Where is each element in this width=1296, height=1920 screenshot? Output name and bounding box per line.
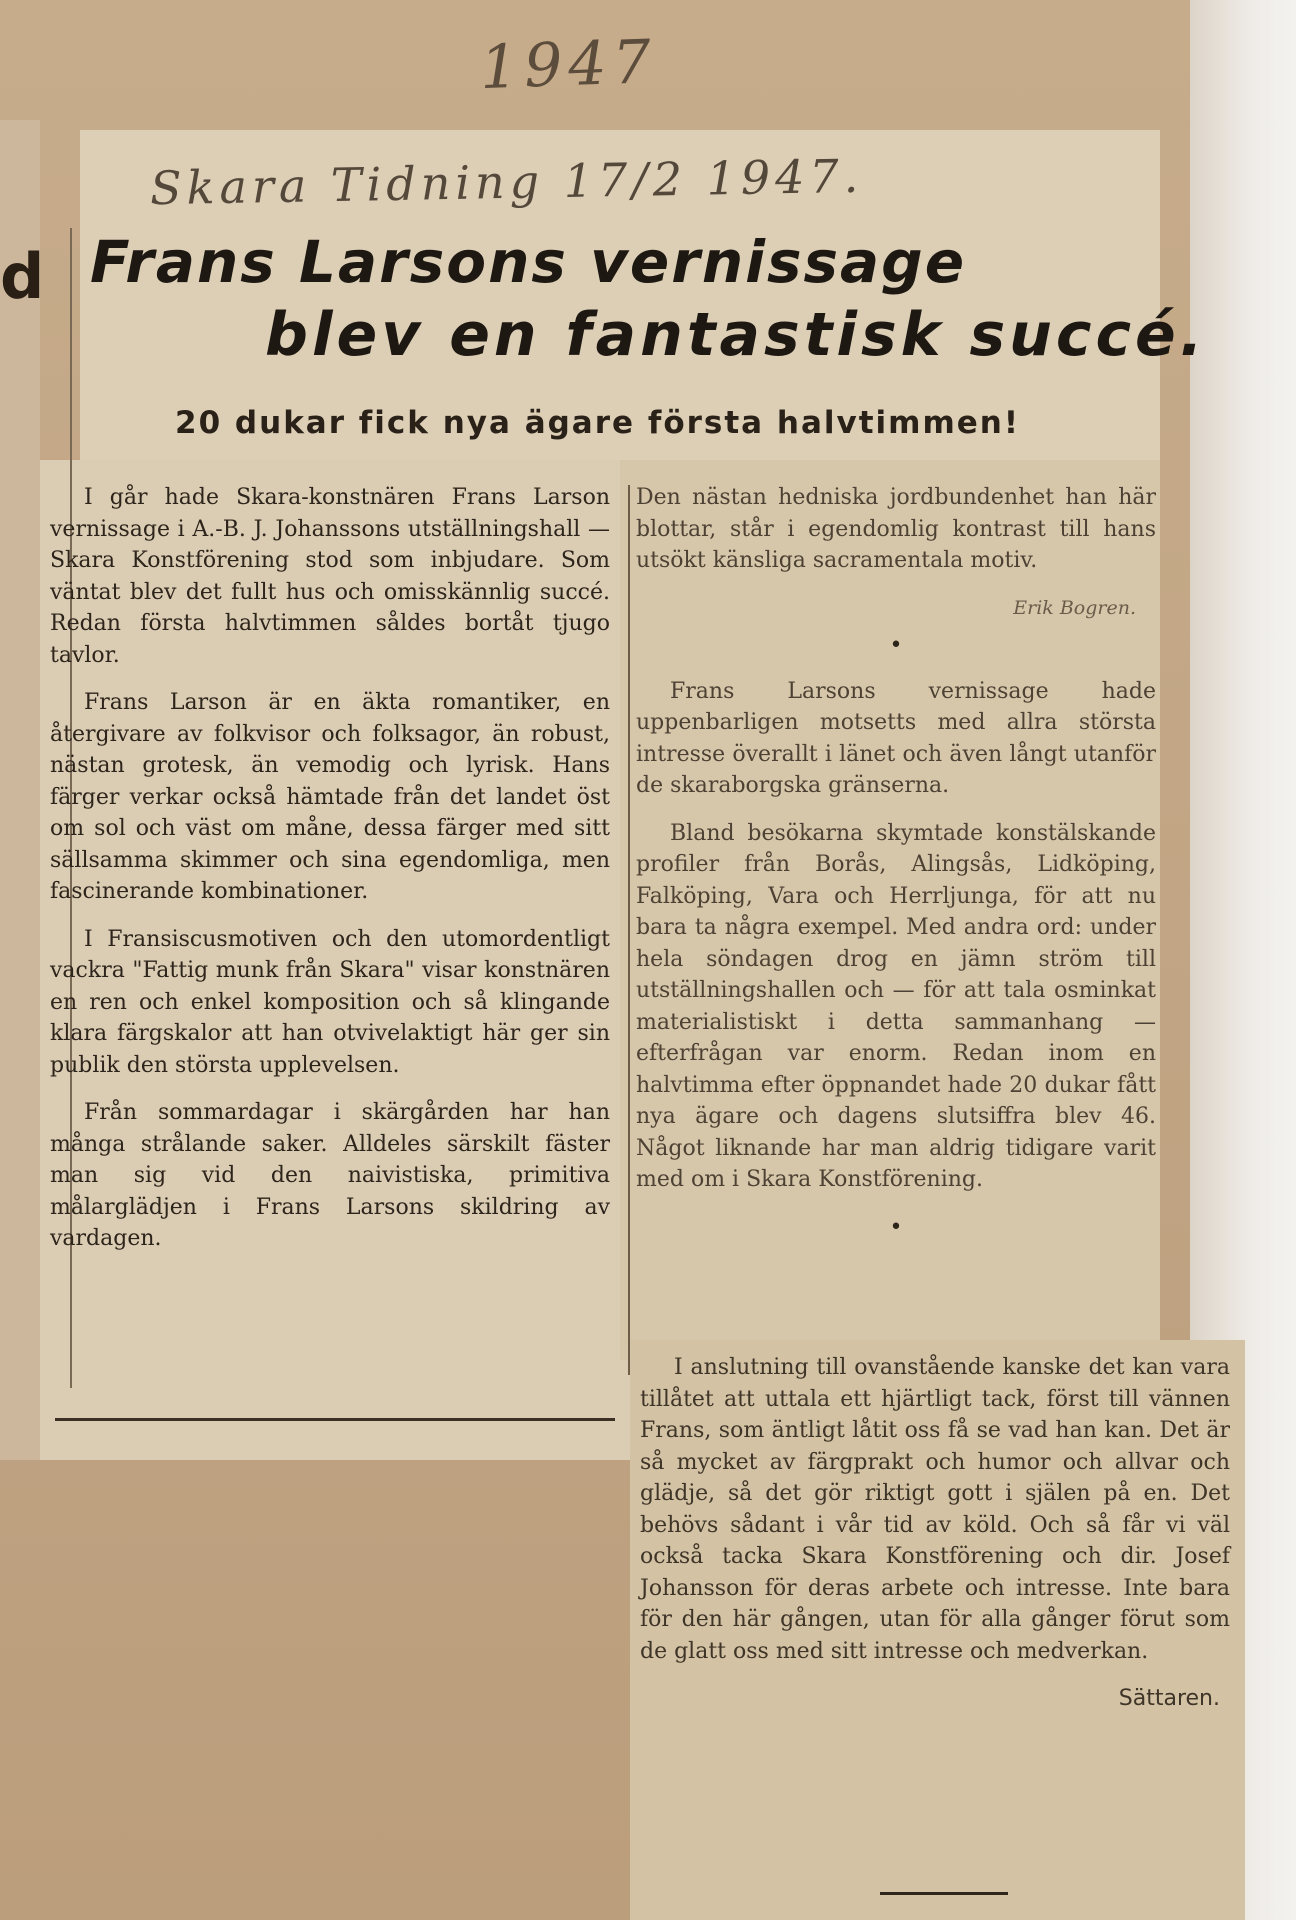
subheadline: 20 dukar fick nya ägare första halvtimmen! <box>175 405 1020 441</box>
adjacent-clipping-strip <box>0 120 40 1460</box>
separator-dot: • <box>889 633 903 658</box>
article-column-right <box>636 482 1156 1257</box>
article-paragraph: Bland besökarna skymtade konstälskande profiler från Borås, Alingsås, Lidköping, Falköping, Vara och Herrljunga, för att nu bara ta några exempel. Med andra ord: under hela söndagen drog en jämn ström till utställningshallen och — för att tala osminkat materialistiskt i detta sammanhang — efterfrågan var enorm. Redan inom en halvtimma efter öppnandet hade 20 dukar fått nya ägare och dagens slutsiffra blev 46. Något liknande har man aldrig tidigare varit med om i Skara Konstförening. <box>636 820 1156 1192</box>
article-paragraph: Frans Larsons vernissage hade uppenbarligen motsetts med allra största intresse överallt i länet och även långt utanför de skaraborgska gränserna. <box>636 678 1156 798</box>
article-paragraph: I anslutning till ovanstående kanske det kan vara tillåtet att uttala ett hjärtligt tack, först till vännen Frans, som äntligt låtit oss få se vad han kan. Det är så mycket av färgprakt och humor och allvar och glädje, så det gör riktigt gott i själen på en. Det behövs sådant i vår tid av köld. Och så får vi väl också tacka Skara Konstförening och dir. Josef Johansson för deras arbete och intresse. Inte bara för den här gången, utan för alla gånger förut som de glatt oss med sitt intresse och medverkan. <box>640 1355 1230 1664</box>
article-paragraph: Frans Larson är en äkta romantiker, en återgivare av folkvisor och folksagor, än robust, nästan grotesk, än vemodig och lyrisk. Hans färger verkar också hämtade från det landet öst om sol och väst om måne, dessa färger med sitt sällsamma skimmer och sina egendomliga, men fascinerande kombinationer. <box>50 690 610 904</box>
column-end-rule <box>55 1418 615 1421</box>
column-divider <box>628 485 630 1375</box>
headline-line-1: Frans Larsons vernissage <box>90 228 967 296</box>
story-end-rule <box>880 1892 1008 1895</box>
article-paragraph: I Fransiscusmotiven och den utomordentligt vackra "Fattig munk från Skara" visar konstnären en ren och enkel komposition och så klingande klara färgskalor att han otvivelaktigt här ger sin publik den största upplevelsen. <box>50 926 610 1078</box>
adjacent-clipping-fragment: d <box>0 240 45 313</box>
signature: Sättaren. <box>1118 1686 1220 1711</box>
byline: Erik Bogren. <box>1013 596 1136 619</box>
handwritten-source-note: Skara Tidning 17/2 1947. <box>149 148 864 216</box>
article-column-left <box>50 482 610 1271</box>
article-paragraph: Från sommardagar i skärgården har han många strålande saker. Alldeles särskilt fäster man sig vid den naivistiska, primitiva målarglädjen i Frans Larsons skildring av vardagen. <box>50 1100 610 1251</box>
separator-dot: • <box>889 1214 903 1240</box>
article-paragraph: Den nästan hedniska jordbundenhet han här blottar, står i egendomlig kontrast till hans utsökt känsliga sacramentala motiv. <box>636 485 1156 573</box>
headline-line-2: blev en fantastisk succé. <box>265 300 1207 370</box>
article-paragraph: I går hade Skara-konstnären Frans Larson vernissage i A.-B. J. Johanssons utställningshall — Skara Konstförening stod som inbjudare. Som väntat blev det fullt hus och omisskännlig succé. Redan första halvtimmen såldes bortåt tjugo tavlor. <box>50 485 610 668</box>
handwritten-year: 1947 <box>478 26 658 104</box>
article-column-right-continued <box>640 1352 1230 1715</box>
